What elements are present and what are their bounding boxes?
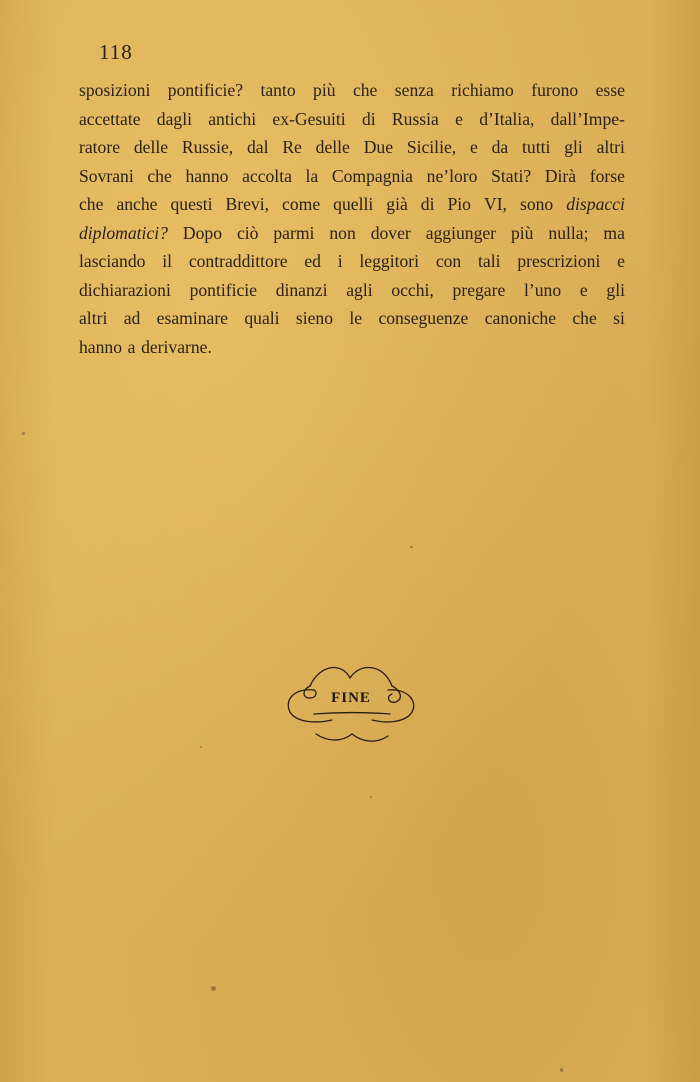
word: canoniche bbox=[484, 308, 557, 328]
word: dispacci bbox=[566, 194, 625, 214]
word: Pio bbox=[447, 194, 471, 214]
word: d’Italia, bbox=[479, 108, 535, 129]
word: furono bbox=[531, 80, 579, 100]
word: già bbox=[386, 194, 408, 214]
word: accettate bbox=[79, 108, 141, 129]
word: tali bbox=[478, 251, 501, 271]
word: da bbox=[491, 137, 509, 157]
word: più bbox=[510, 222, 534, 243]
word: Dirà bbox=[544, 165, 577, 186]
word: derivarne. bbox=[141, 336, 212, 357]
word: e bbox=[469, 137, 478, 157]
word: tanto bbox=[260, 80, 296, 100]
word: ad bbox=[123, 308, 141, 328]
word: tutti bbox=[522, 137, 551, 157]
word: aggiunger bbox=[425, 222, 497, 243]
word: e bbox=[617, 251, 625, 271]
word: agli bbox=[346, 279, 373, 300]
word: delle bbox=[315, 137, 350, 157]
paper-speck bbox=[211, 986, 216, 991]
word: il bbox=[162, 251, 173, 271]
word: pontificie bbox=[189, 279, 257, 300]
word: quali bbox=[244, 308, 280, 328]
text-line bbox=[79, 105, 625, 134]
word: delle bbox=[133, 137, 169, 157]
word: occhi, bbox=[391, 279, 434, 300]
paper-speck bbox=[200, 746, 202, 748]
word: non bbox=[329, 222, 356, 243]
paper-speck bbox=[410, 546, 413, 548]
word: che bbox=[352, 80, 378, 100]
paper-speck bbox=[560, 1068, 563, 1072]
word: ciò bbox=[236, 222, 259, 243]
word: gli bbox=[606, 279, 625, 300]
text-line bbox=[79, 162, 625, 191]
text-line bbox=[79, 219, 625, 248]
word: nulla; bbox=[548, 222, 589, 243]
text-line bbox=[79, 304, 625, 333]
word: accolta bbox=[242, 165, 292, 186]
word: con bbox=[435, 251, 462, 271]
word: conseguenze bbox=[378, 308, 469, 328]
word: Sovrani bbox=[79, 165, 134, 186]
word: come bbox=[282, 194, 321, 214]
word: pontificie? bbox=[167, 80, 244, 100]
word: altri bbox=[79, 308, 108, 328]
word: contraddittore bbox=[188, 251, 288, 271]
word: VI, bbox=[483, 194, 507, 214]
word: Due bbox=[363, 137, 393, 157]
word: leggitori bbox=[359, 251, 420, 271]
word: esaminare bbox=[156, 308, 228, 328]
word: e bbox=[455, 108, 463, 129]
word: anche bbox=[116, 194, 158, 214]
word: lasciando bbox=[79, 251, 146, 271]
text-line bbox=[79, 190, 625, 219]
word: dichiarazioni bbox=[79, 279, 171, 300]
word: forse bbox=[589, 165, 625, 186]
word: ratore bbox=[79, 137, 121, 157]
word: ed bbox=[304, 251, 321, 271]
text-line bbox=[79, 76, 625, 105]
word: hanno bbox=[185, 165, 229, 186]
word: l’uno bbox=[524, 279, 562, 300]
word: altri bbox=[596, 137, 625, 157]
word: senza bbox=[394, 80, 434, 100]
word: Sicilie, bbox=[406, 137, 457, 157]
word: di bbox=[420, 194, 435, 214]
text-line bbox=[79, 247, 625, 276]
word: dinanzi bbox=[275, 279, 328, 300]
word: si bbox=[613, 308, 625, 328]
word: e bbox=[579, 279, 588, 300]
word: quelli bbox=[333, 194, 374, 214]
word: i bbox=[337, 251, 343, 271]
word: esse bbox=[595, 80, 625, 100]
word: sono bbox=[519, 194, 554, 214]
word: dall’Impe- bbox=[550, 108, 625, 129]
word: richiamo bbox=[451, 80, 514, 100]
word: ma bbox=[603, 222, 625, 243]
word: Russia bbox=[391, 108, 439, 129]
word: dal bbox=[247, 137, 269, 157]
fine-ornament bbox=[280, 660, 422, 750]
word: sposizioni bbox=[79, 80, 151, 100]
word: parmi bbox=[273, 222, 315, 243]
word: Compagnia bbox=[331, 165, 413, 186]
word: Dopo bbox=[182, 222, 222, 243]
body-paragraph bbox=[79, 76, 625, 361]
word: le bbox=[349, 308, 363, 328]
word: prescrizioni bbox=[517, 251, 601, 271]
word: sieno bbox=[295, 308, 334, 328]
paper-speck bbox=[370, 796, 372, 798]
word: gli bbox=[564, 137, 583, 157]
word: di bbox=[361, 108, 376, 129]
word: che bbox=[147, 165, 172, 186]
word: ne’loro bbox=[426, 165, 478, 186]
word: Stati? bbox=[491, 165, 532, 186]
word: dagli bbox=[156, 108, 192, 129]
word: che bbox=[79, 194, 104, 214]
fine-label: FINE bbox=[331, 690, 371, 706]
word: Russie, bbox=[181, 137, 234, 157]
paper-speck bbox=[22, 432, 25, 435]
word: ex-Gesuiti bbox=[272, 108, 346, 129]
word: dover bbox=[370, 222, 411, 243]
text-line bbox=[79, 276, 625, 305]
word: pregare bbox=[452, 279, 506, 300]
word: hanno bbox=[79, 336, 122, 357]
word: Re bbox=[282, 137, 302, 157]
word: antichi bbox=[208, 108, 257, 129]
word: più bbox=[313, 80, 336, 100]
word: Brevi, bbox=[225, 194, 270, 214]
word: a bbox=[127, 336, 136, 357]
word: che bbox=[572, 308, 597, 328]
word: diplomatici? bbox=[79, 222, 168, 243]
word: la bbox=[305, 165, 319, 186]
text-line bbox=[79, 333, 625, 362]
page-number: 118 bbox=[99, 40, 133, 64]
text-line bbox=[79, 133, 625, 162]
word: questi bbox=[170, 194, 213, 214]
